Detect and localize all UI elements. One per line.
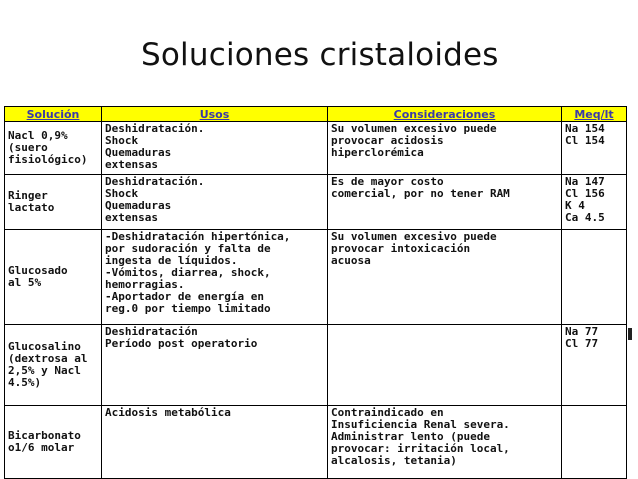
header-usos: Usos [102, 107, 328, 122]
cell-line: reg.0 por tiempo limitado [105, 302, 271, 315]
cell-solucion [5, 230, 102, 325]
cell-line: Administrar lento (puede [331, 430, 490, 443]
cell-line: alcalosis, tetania) [331, 454, 457, 467]
cell-line: ingesta de líquidos. [105, 254, 238, 267]
cell-consideraciones [328, 122, 562, 175]
cell-usos [102, 406, 328, 479]
cell-usos [102, 175, 328, 230]
cell-line: Período post operatorio [105, 337, 258, 350]
cell-line: Ringer [8, 189, 48, 202]
cell-line: lactato [8, 201, 55, 214]
table-row [5, 122, 627, 175]
cell-line: 4.5%) [8, 376, 42, 389]
cell-line: comercial, por no tener RAM [331, 187, 510, 200]
cell-line: -Aportador de energía en [105, 290, 264, 303]
cell-line: provocar acidosis [331, 134, 444, 147]
cell-line: Quemaduras [105, 146, 172, 159]
cell-consideraciones [328, 175, 562, 230]
cell-line: Glucosado [8, 264, 68, 277]
cell-usos [102, 230, 328, 325]
cell-line: Ca 4.5 [565, 211, 605, 224]
cell-meq [562, 325, 627, 406]
table-row [5, 230, 627, 325]
cell-line: Insuficiencia Renal severa. [331, 418, 510, 431]
cell-line: acuosa [331, 254, 371, 267]
cell-line: por sudoración y falta de [105, 242, 271, 255]
cell-line: Nacl 0,9% [8, 129, 68, 142]
cell-line: o1/6 molar [8, 441, 75, 454]
cell-line: Su volumen excesivo puede [331, 122, 497, 135]
cell-meq [562, 406, 627, 479]
crystalloid-table [4, 106, 627, 479]
table-row [5, 175, 627, 230]
cell-line: (dextrosa al [8, 352, 88, 365]
cell-line: -Vómitos, diarrea, shock, [105, 266, 271, 279]
header-solucion: Solución [5, 107, 102, 122]
cell-line: hiperclorémica [331, 146, 424, 159]
cell-solucion [5, 122, 102, 175]
cell-line: extensas [105, 211, 158, 224]
cell-line: -Deshidratación hipertónica, [105, 230, 291, 243]
cell-line: provocar intoxicación [331, 242, 471, 255]
cell-meq [562, 230, 627, 325]
cell-solucion [5, 406, 102, 479]
cell-line: provocar: irritación local, [331, 442, 510, 455]
cell-usos [102, 325, 328, 406]
table-row [5, 406, 627, 479]
cell-line: Deshidratación. [105, 175, 205, 188]
cell-meq [562, 175, 627, 230]
cell-line: (suero [8, 141, 48, 154]
cell-line: Na 154 [565, 122, 605, 135]
cell-solucion [5, 175, 102, 230]
slide-title: Soluciones cristaloides [141, 37, 499, 73]
cell-line: Deshidratación [105, 325, 198, 338]
cell-line: Cl 77 [565, 337, 599, 350]
cell-line: hemorragias. [105, 278, 185, 291]
cell-line: Glucosalino [8, 340, 81, 353]
cell-meq [562, 122, 627, 175]
cell-line: Na 77 [565, 325, 599, 338]
cell-consideraciones [328, 230, 562, 325]
cell-line: Na 147 [565, 175, 605, 188]
cell-line: Shock [105, 187, 139, 200]
cell-line: Cl 156 [565, 187, 605, 200]
cell-line: al 5% [8, 276, 42, 289]
crystalloid-table-image [4, 106, 628, 479]
cell-line: fisiológico) [8, 153, 88, 166]
cell-line: Cl 154 [565, 134, 605, 147]
cell-consideraciones [328, 325, 562, 406]
cell-line: Deshidratación. [105, 122, 205, 135]
cell-solucion [5, 325, 102, 406]
table-body [5, 122, 627, 479]
cell-line: Contraindicado en [331, 406, 444, 419]
cell-line: Acidosis metabólica [105, 406, 231, 419]
table-row [5, 325, 627, 406]
cell-line: 2,5% y Nacl [8, 364, 81, 377]
header-consideraciones: Consideraciones [328, 107, 562, 122]
cell-line: extensas [105, 158, 158, 171]
cell-usos [102, 122, 328, 175]
edge-mark [628, 328, 632, 340]
cell-line: Quemaduras [105, 199, 172, 212]
cell-consideraciones [328, 406, 562, 479]
cell-line: Es de mayor costo [331, 175, 444, 188]
header-meq: Meq/lt [562, 107, 627, 122]
cell-line: Bicarbonato [8, 429, 81, 442]
cell-line: K 4 [565, 199, 585, 212]
cell-line: Su volumen excesivo puede [331, 230, 497, 243]
cell-line: Shock [105, 134, 139, 147]
table-header-row [5, 107, 627, 122]
